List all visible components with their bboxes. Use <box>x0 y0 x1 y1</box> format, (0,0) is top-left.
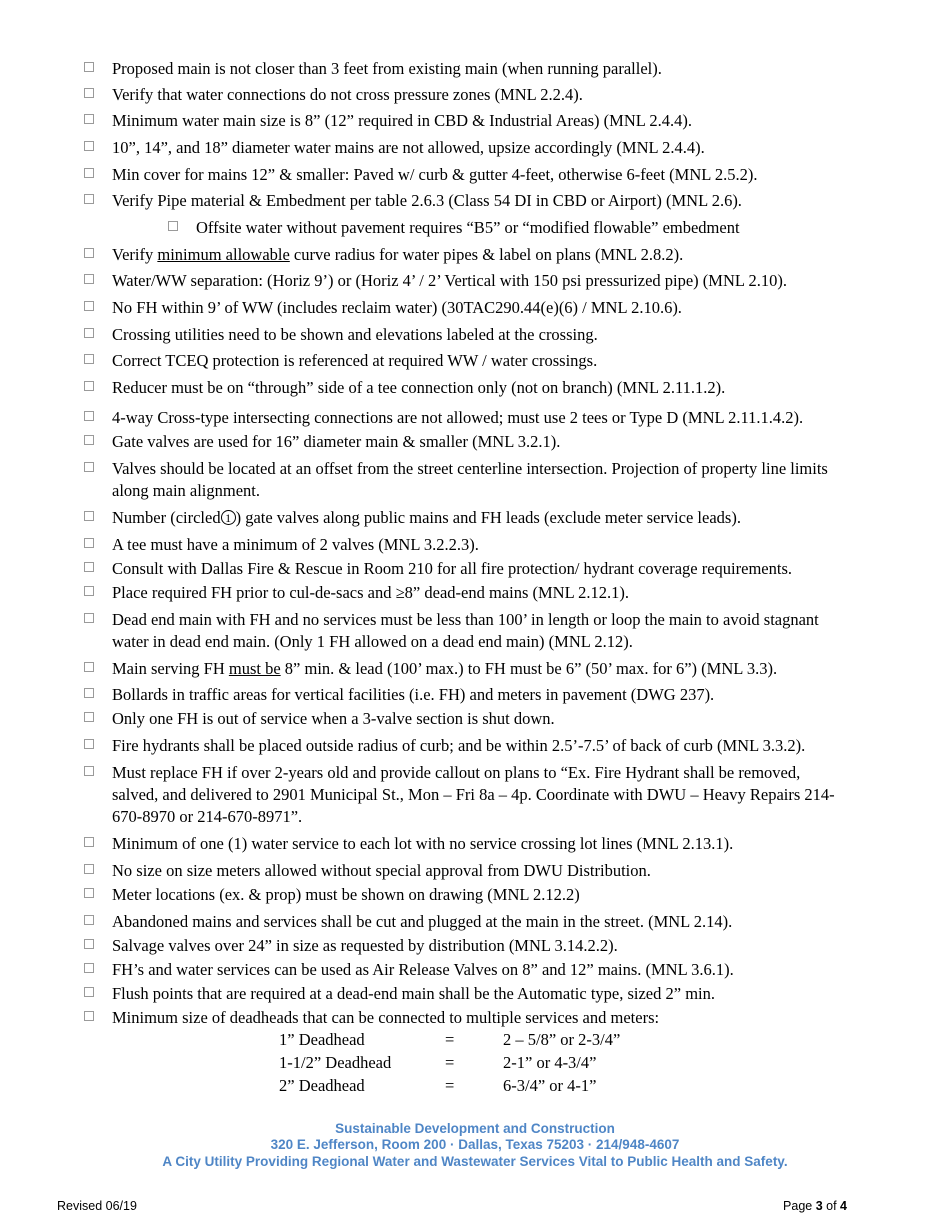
item-text: Offsite water without pavement requires “B5” or “modified flowable” embedment <box>196 218 740 237</box>
item-text: Min cover for mains 12” & smaller: Paved w/ curb & gutter 4-feet, otherwise 6-feet (MNL 2.5.2). <box>112 165 758 184</box>
circled-number: 1 <box>221 510 236 525</box>
item-text: Flush points that are required at a dead-end main shall be the Automatic type, sized 2” min. <box>112 984 715 1003</box>
checkbox[interactable] <box>84 837 94 847</box>
item-text: Minimum size of deadheads that can be connected to multiple services and meters: <box>112 1008 660 1027</box>
deadhead-equals: = <box>445 1030 455 1049</box>
checkbox[interactable] <box>84 864 94 874</box>
underlined-text: must be <box>228 659 281 678</box>
item-text: Fire hydrants shall be placed outside radius of curb; and be within 2.5’-7.5’ of back of curb (MNL 3.3.2). <box>112 736 806 755</box>
checkbox[interactable] <box>84 613 94 623</box>
checkbox[interactable] <box>84 939 94 949</box>
item-text: Meter locations (ex. & prop) must be shown on drawing (MNL 2.12.2) <box>112 885 580 904</box>
deadhead-equals: = <box>445 1053 455 1072</box>
item-text: 10”, 14”, and 18” diameter water mains are not allowed, upsize accordingly (MNL 2.4.4). <box>112 138 705 157</box>
checkbox[interactable] <box>84 114 94 124</box>
checkbox[interactable] <box>84 301 94 311</box>
checkbox[interactable] <box>84 462 94 472</box>
deadhead-equals: = <box>445 1076 455 1095</box>
item-text: Main serving FH must be 8” min. & lead (100’ max.) to FH must be 6” (50’ max. for 6”) (MNL 3.3). <box>112 659 778 678</box>
item-text: Salvage valves over 24” in size as requested by distribution (MNL 3.14.2.2). <box>112 936 618 955</box>
item-text: Minimum water main size is 8” (12” required in CBD & Industrial Areas) (MNL 2.4.4). <box>112 111 692 130</box>
item-text: Number (circled 1 ) gate valves along public mains and FH leads (exclude meter service leads). <box>112 508 741 527</box>
checkbox[interactable] <box>84 963 94 973</box>
item-text: Reducer must be on “through” side of a tee connection only (not on branch) (MNL 2.11.1.2). <box>112 378 726 397</box>
checkbox[interactable] <box>84 1011 94 1021</box>
checkbox[interactable] <box>84 354 94 364</box>
deadhead-value: 6-3/4” or 4-1” <box>503 1076 597 1095</box>
deadhead-size: 1” Deadhead <box>279 1030 365 1049</box>
checkbox[interactable] <box>84 62 94 72</box>
checkbox[interactable] <box>84 141 94 151</box>
checkbox[interactable] <box>84 194 94 204</box>
checkbox[interactable] <box>84 88 94 98</box>
checkbox[interactable] <box>84 248 94 258</box>
item-text: Place required FH prior to cul-de-sacs and ≥8” dead-end mains (MNL 2.12.1). <box>112 583 630 602</box>
item-text: Water/WW separation: (Horiz 9’) or (Horiz 4’ / 2’ Vertical with 150 psi pressurized pipe) (MNL 2.10). <box>112 271 787 290</box>
checkbox[interactable] <box>84 562 94 572</box>
item-text: Bollards in traffic areas for vertical facilities (i.e. FH) and meters in pavement (DWG 237). <box>112 685 715 704</box>
checkbox[interactable] <box>84 381 94 391</box>
footer-address: 320 E. Jefferson, Room 200 · Dallas, Texas 75203 · 214/948-4607 <box>270 1137 680 1152</box>
checkbox[interactable] <box>84 987 94 997</box>
checkbox[interactable] <box>84 435 94 445</box>
item-text: Dead end main with FH and no services must be less than 100’ in length or loop the main to avoid stagnant water in dead end main. (Only 1 FH allowed on a dead end main) (MNL 2.12). <box>112 610 819 651</box>
item-text: Correct TCEQ protection is referenced at required WW / water crossings. <box>112 351 598 370</box>
item-text: FH’s and water services can be used as Air Release Valves on 8” and 12” mains. (MNL 3.6.1). <box>112 960 734 979</box>
item-text: No size on size meters allowed without special approval from DWU Distribution. <box>112 861 651 880</box>
checkbox[interactable] <box>84 712 94 722</box>
revised-date: Revised 06/19 <box>57 1199 137 1213</box>
checkbox[interactable] <box>168 221 178 231</box>
checkbox[interactable] <box>84 915 94 925</box>
deadhead-size: 1-1/2” Deadhead <box>279 1053 392 1072</box>
item-text: Minimum of one (1) water service to each lot with no service crossing lot lines (MNL 2.13.1). <box>112 834 734 853</box>
item-text: Valves should be located at an offset from the street centerline intersection. Projection of property line limits along main alignment. <box>112 459 828 500</box>
deadhead-value: 2 – 5/8” or 2-3/4” <box>503 1030 621 1049</box>
item-text: Consult with Dallas Fire & Rescue in Room 210 for all fire protection/ hydrant coverage requirements. <box>112 559 792 578</box>
checkbox[interactable] <box>84 586 94 596</box>
checkbox[interactable] <box>84 328 94 338</box>
page-number: Page 3 of 4 <box>783 1199 847 1213</box>
checkbox[interactable] <box>84 411 94 421</box>
item-text: Verify that water connections do not cross pressure zones (MNL 2.2.4). <box>112 85 583 104</box>
footer-department: Sustainable Development and Construction <box>335 1121 615 1136</box>
item-text: Verify Pipe material & Embedment per table 2.6.3 (Class 54 DI in CBD or Airport) (MNL 2.6). <box>112 191 742 210</box>
footer-tagline: A City Utility Providing Regional Water and Wastewater Services Vital to Public Health and Safety. <box>162 1154 788 1169</box>
item-text: Must replace FH if over 2-years old and provide callout on plans to “Ex. Fire Hydrant shall be removed, salved, and delivered to 2901 Municipal St., Mon – Fri 8a – 4p. Coordinate with DWU – Heavy Repairs 214-670-8970 or 214-670-8971”. <box>112 763 835 826</box>
item-text: Crossing utilities need to be shown and elevations labeled at the crossing. <box>112 325 598 344</box>
checkbox[interactable] <box>84 688 94 698</box>
item-text: A tee must have a minimum of 2 valves (MNL 3.2.2.3). <box>112 535 479 554</box>
item-text: Only one FH is out of service when a 3-valve section is shut down. <box>112 709 555 728</box>
deadhead-size: 2” Deadhead <box>279 1076 365 1095</box>
checkbox[interactable] <box>84 511 94 521</box>
item-text: Proposed main is not closer than 3 feet from existing main (when running parallel). <box>112 59 662 78</box>
checkbox[interactable] <box>84 538 94 548</box>
item-text: 4-way Cross-type intersecting connections are not allowed; must use 2 tees or Type D (MNL 2.11.1.4.2). <box>112 408 804 427</box>
deadhead-value: 2-1” or 4-3/4” <box>503 1053 597 1072</box>
checkbox[interactable] <box>84 766 94 776</box>
checkbox[interactable] <box>84 739 94 749</box>
checkbox[interactable] <box>84 888 94 898</box>
checkbox[interactable] <box>84 662 94 672</box>
checkbox[interactable] <box>84 168 94 178</box>
item-text: Verify minimum allowable curve radius for water pipes & label on plans (MNL 2.8.2). <box>112 245 684 264</box>
item-text: Gate valves are used for 16” diameter main & smaller (MNL 3.2.1). <box>112 432 561 451</box>
underlined-text: minimum allowable <box>157 245 290 264</box>
item-text: Abandoned mains and services shall be cut and plugged at the main in the street. (MNL 2.14). <box>112 912 733 931</box>
checkbox[interactable] <box>84 274 94 284</box>
item-text: No FH within 9’ of WW (includes reclaim water) (30TAC290.44(e)(6) / MNL 2.10.6). <box>112 298 682 317</box>
